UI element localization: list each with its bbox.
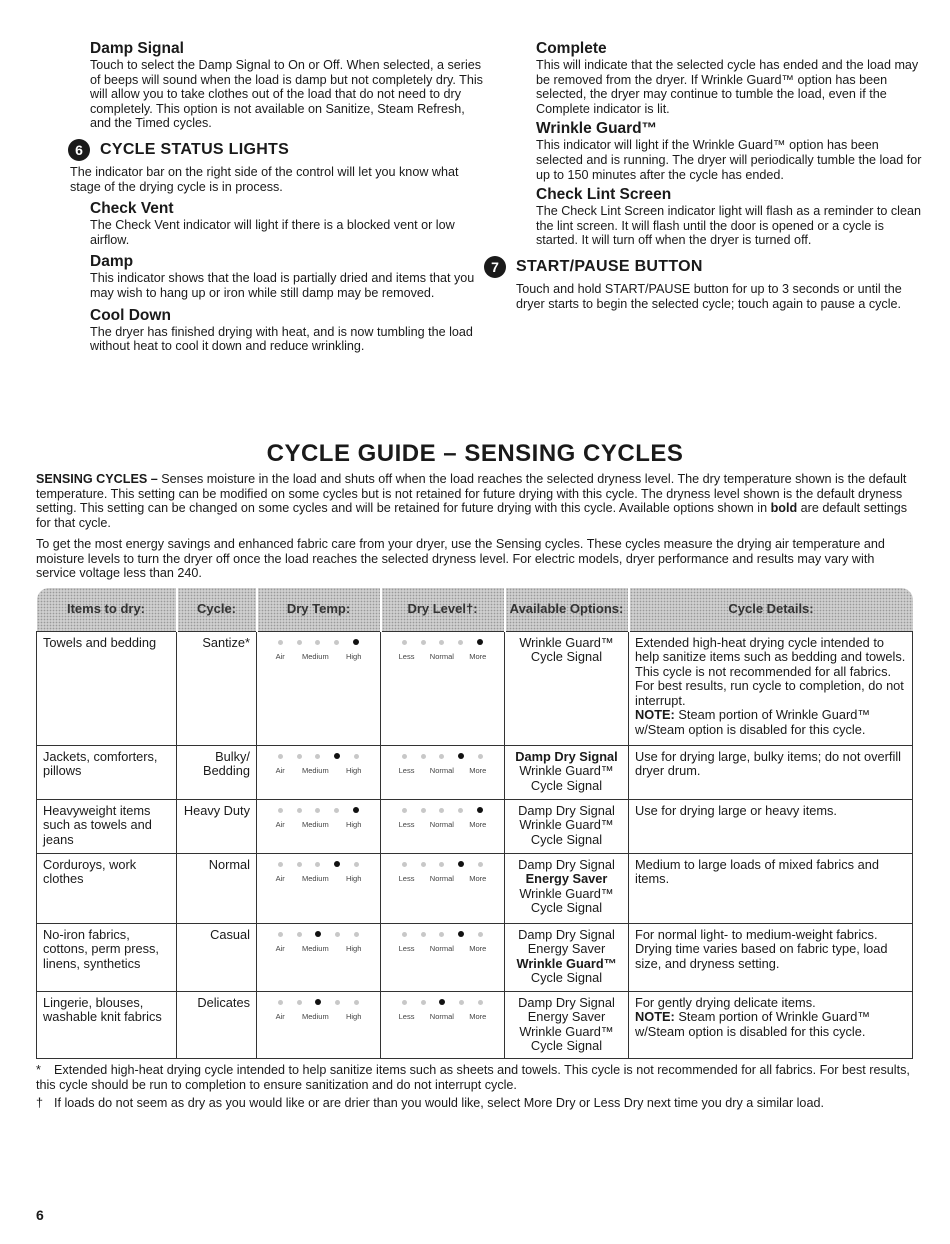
scale-label: More	[469, 943, 487, 953]
table-body	[37, 631, 913, 1058]
level-dot	[354, 754, 359, 759]
cycle-name: Normal	[208, 856, 250, 872]
level-dot	[459, 1000, 464, 1005]
details-text: For gently drying delicate items.	[635, 994, 816, 1010]
start-pause-heading	[484, 256, 924, 278]
selected-level-dot	[439, 999, 445, 1005]
table-row	[37, 853, 913, 923]
intro-text-2: are default settings for that cycle.	[36, 501, 908, 530]
scale-labels	[387, 764, 498, 779]
cycle-name: Delicates	[197, 994, 250, 1010]
scale-label: Air	[275, 943, 285, 953]
sensing-cycles-intro	[36, 472, 916, 530]
damp-signal-section	[90, 40, 488, 131]
scale-labels	[263, 818, 374, 833]
damp-signal-body: Touch to select the Damp Signal to On or Off. When selected, a series of beeps will sound when the load is damp but not completely dry. This will allow you to take clothes out of the load that do not need to dry completely. This option is not available on Sanitize, Steam Refresh, and the Timed cycles.	[90, 58, 483, 131]
option-item: Cycle Signal	[530, 777, 603, 793]
details-text: Use for drying large or heavy items.	[635, 802, 837, 818]
level-dot	[278, 640, 283, 645]
scale-label: Less	[398, 819, 415, 829]
damp-signal-title: Damp Signal	[90, 40, 184, 57]
table-row	[37, 799, 913, 853]
cycle-cell	[177, 631, 257, 745]
scale-label: More	[469, 873, 487, 883]
details-cell	[629, 631, 913, 745]
level-indicator	[263, 928, 374, 937]
level-dot	[421, 1000, 426, 1005]
check-vent-body: The Check Vent indicator will light if there is a blocked vent or low airflow.	[90, 218, 455, 247]
scale-label: Normal	[429, 819, 454, 829]
cycle-name: Santize*	[202, 634, 250, 650]
dry-temp-cell	[257, 799, 381, 853]
scale-label: Less	[398, 943, 415, 953]
scale-labels	[263, 764, 374, 779]
selected-level-dot	[315, 931, 321, 937]
items-cell	[37, 631, 177, 745]
selected-level-dot	[353, 807, 359, 813]
intro-bold-word: bold	[770, 501, 798, 516]
energy-savings-paragraph: To get the most energy savings and enhanced fabric care from your dryer, use the Sensing cycles. These cycles measure the drying air temperature and moisture levels to turn the dryer off once the load reaches the selected dryness level. For electric models, dryer performance and results may vary with service voltage less than 240.	[36, 537, 885, 581]
option-item: Cycle Signal	[530, 831, 603, 847]
cycle-cell	[177, 745, 257, 799]
cycle-status-heading	[68, 139, 488, 161]
cycle-guide-table	[36, 588, 913, 1059]
level-dot	[334, 640, 339, 645]
level-dot	[421, 932, 426, 937]
table-row	[37, 745, 913, 799]
options-cell	[505, 923, 629, 991]
level-dot	[421, 862, 426, 867]
level-indicator	[387, 750, 498, 759]
option-item: Damp Dry Signal	[518, 856, 615, 872]
selected-level-dot	[334, 753, 340, 759]
details-cell	[629, 853, 913, 923]
details-text: For normal light- to medium-weight fabrics. Drying time varies based on fabric type, load size, and dryness setting.	[635, 926, 888, 971]
start-pause-title: START/PAUSE BUTTON	[516, 257, 703, 275]
complete-title: Complete	[536, 40, 607, 57]
note-label: NOTE:	[635, 1009, 675, 1025]
items-cell	[37, 853, 177, 923]
header-dry-temp: Dry Temp:	[257, 588, 381, 631]
check-vent-title: Check Vent	[90, 200, 174, 218]
scale-label: Normal	[429, 943, 454, 953]
level-indicator	[263, 996, 374, 1005]
level-dot	[458, 808, 463, 813]
scale-label: High	[345, 1011, 362, 1021]
table-row	[37, 631, 913, 745]
scale-label: More	[469, 1011, 487, 1021]
level-dot	[297, 932, 302, 937]
details-cell	[629, 745, 913, 799]
selected-level-dot	[334, 861, 340, 867]
footnote-mark: †	[36, 1096, 44, 1110]
items-cell	[37, 991, 177, 1058]
scale-labels	[387, 872, 498, 887]
option-item: Cycle Signal	[530, 1038, 603, 1054]
scale-labels	[263, 872, 374, 887]
level-dot	[421, 808, 426, 813]
level-dot	[297, 1000, 302, 1005]
level-dot	[478, 932, 483, 937]
level-dot	[458, 640, 463, 645]
items-text: Jackets, comforters, pillows	[43, 748, 158, 779]
scale-label: Normal	[429, 873, 454, 883]
option-item: Wrinkle Guard™	[519, 763, 614, 779]
level-dot	[421, 640, 426, 645]
scale-labels	[263, 1010, 374, 1025]
level-dot	[334, 808, 339, 813]
header-details: Cycle Details:	[629, 588, 913, 631]
level-dot	[278, 1000, 283, 1005]
scale-label: Air	[275, 1011, 285, 1021]
header-items: Items to dry:	[37, 588, 177, 631]
scale-label: More	[469, 765, 487, 775]
level-dot	[297, 754, 302, 759]
sensing-cycles-lead: SENSING CYCLES –	[36, 472, 158, 486]
scale-label: Medium	[302, 873, 329, 883]
check-lint-section	[536, 186, 924, 248]
dry-temp-cell	[257, 923, 381, 991]
footnote-mark: *	[36, 1063, 41, 1077]
damp-body: This indicator shows that the load is partially dried and items that you may wish to hang up or iron while still damp may be removed.	[90, 271, 475, 300]
option-item: Wrinkle Guard™	[519, 634, 614, 650]
level-indicator	[263, 636, 374, 645]
level-dot	[402, 932, 407, 937]
level-dot	[439, 862, 444, 867]
level-dot	[402, 640, 407, 645]
options-cell	[505, 799, 629, 853]
scale-label: Less	[398, 1011, 415, 1021]
wrinkle-guard-body: This indicator will light if the Wrinkle Guard™ option has been selected and is running. The dryer will periodically tumble the load for up to 150 minutes after the cycle has ended.	[536, 138, 922, 182]
header-options: Available Options:	[505, 588, 629, 631]
cool-down-body: The dryer has finished drying with heat, and is now tumbling the load without heat to cool it down and reduce wrinkling.	[90, 324, 473, 354]
level-dot	[421, 754, 426, 759]
details-cell	[629, 799, 913, 853]
section-number-badge: 7	[484, 256, 506, 278]
scale-labels	[387, 1010, 498, 1025]
section-number-badge: 6	[68, 139, 90, 161]
level-dot	[297, 862, 302, 867]
level-dot	[478, 1000, 483, 1005]
level-dot	[278, 808, 283, 813]
start-pause-body: Touch and hold START/PAUSE button for up to 3 seconds or until the dryer starts to begin the selected cycle; touch again to pause a cycle.	[516, 281, 902, 311]
items-text: Corduroys, work clothes	[43, 856, 137, 887]
footnote-sanitize	[36, 1063, 916, 1092]
intro-text-1: Senses moisture in the load and shuts off when the load reaches the selected dryness level. The dry temperature shown is the default temperature. This setting can be modified on some cycles but is not retained for future drying with this cycle. The dryness level shown is the default dryness setting. This setting can be changed on some cycles and will be retained for future drying with this cycle. Available options shown in	[36, 472, 907, 516]
scale-label: Normal	[429, 765, 454, 775]
option-item: Wrinkle Guard™	[516, 955, 617, 971]
option-item: Damp Dry Signal	[518, 926, 615, 942]
option-item: Wrinkle Guard™	[519, 817, 614, 833]
level-dot	[402, 808, 407, 813]
selected-level-dot	[315, 999, 321, 1005]
header-dry-level: Dry Level†:	[381, 588, 505, 631]
scale-label: Medium	[302, 943, 329, 953]
cycle-status-title: CYCLE STATUS LIGHTS	[100, 140, 290, 158]
level-dot	[315, 862, 320, 867]
option-item: Energy Saver	[527, 1009, 606, 1025]
scale-label: More	[469, 651, 487, 661]
cool-down-title: Cool Down	[90, 306, 171, 324]
option-item: Wrinkle Guard™	[519, 885, 614, 901]
cycle-cell	[177, 799, 257, 853]
scale-labels	[387, 650, 498, 665]
cycle-guide-title: CYCLE GUIDE – SENSING CYCLES	[266, 440, 684, 467]
scale-label: Medium	[302, 651, 329, 661]
items-cell	[37, 799, 177, 853]
cycle-cell	[177, 991, 257, 1058]
scale-labels	[387, 942, 498, 957]
level-dot	[439, 808, 444, 813]
scale-label: Medium	[302, 819, 329, 829]
option-item: Energy Saver	[525, 871, 608, 887]
dry-level-cell	[381, 745, 505, 799]
scale-labels	[387, 818, 498, 833]
level-dot	[335, 932, 340, 937]
check-lint-body: The Check Lint Screen indicator light will flash as a reminder to clean the lint screen. It will flash until the door is opened or a cycle is started. It will turn off when the dryer is turned off.	[536, 204, 921, 248]
details-text: Medium to large loads of mixed fabrics and items.	[635, 856, 879, 887]
selected-level-dot	[477, 807, 483, 813]
level-dot	[278, 754, 283, 759]
table-row	[37, 991, 913, 1058]
footnote-text: If loads do not seem as dry as you would like or are drier than you would like, select More Dry or Less Dry next time you dry a similar load.	[54, 1096, 824, 1110]
scale-label: High	[345, 873, 362, 883]
dry-level-cell	[381, 631, 505, 745]
level-dot	[315, 754, 320, 759]
level-dot	[278, 932, 283, 937]
complete-section	[536, 40, 924, 116]
level-indicator	[387, 804, 498, 813]
left-column	[68, 36, 488, 354]
footnote-dry-level	[36, 1096, 916, 1111]
items-cell	[37, 745, 177, 799]
level-dot	[278, 862, 283, 867]
damp-section	[90, 253, 488, 300]
items-text: Lingerie, blouses, washable knit fabrics	[43, 994, 162, 1025]
cycle-name: Casual	[210, 926, 250, 942]
note-text: Steam portion of Wrinkle Guard™ w/Steam option is disabled for this cycle.	[635, 1009, 871, 1039]
items-cell	[37, 923, 177, 991]
damp-title: Damp	[90, 253, 134, 271]
cycle-name: Heavy Duty	[183, 802, 250, 818]
check-vent-section	[90, 200, 488, 247]
complete-body: This will indicate that the selected cycle has ended and the load may be removed from the dryer. If Wrinkle Guard™ option has been selected, the dryer may continue to tumble the load, even if the Complete indicator is lit.	[536, 58, 919, 116]
options-cell	[505, 991, 629, 1058]
scale-label: High	[345, 819, 362, 829]
selected-level-dot	[458, 861, 464, 867]
selected-level-dot	[477, 639, 483, 645]
level-indicator	[387, 636, 498, 645]
scale-labels	[263, 942, 374, 957]
details-text: Use for drying large, bulky items; do not overfill dryer drum.	[635, 748, 902, 779]
level-dot	[478, 754, 483, 759]
header-cycle: Cycle:	[177, 588, 257, 631]
scale-label: High	[345, 943, 362, 953]
cycle-cell	[177, 853, 257, 923]
level-dot	[297, 808, 302, 813]
wrinkle-guard-title: Wrinkle Guard™	[536, 120, 658, 138]
scale-label: Air	[275, 765, 285, 775]
selected-level-dot	[458, 931, 464, 937]
table-header-row	[37, 588, 913, 631]
option-item: Damp Dry Signal	[518, 994, 615, 1010]
options-cell	[505, 853, 629, 923]
dry-level-cell	[381, 923, 505, 991]
level-indicator	[263, 750, 374, 759]
level-dot	[335, 1000, 340, 1005]
cycle-name: Bulky/ Bedding	[203, 748, 250, 779]
level-dot	[402, 754, 407, 759]
check-lint-title: Check Lint Screen	[536, 186, 672, 204]
details-cell	[629, 991, 913, 1058]
level-dot	[354, 1000, 359, 1005]
scale-label: Air	[275, 651, 285, 661]
level-dot	[315, 808, 320, 813]
cool-down-section	[90, 307, 488, 354]
level-dot	[354, 932, 359, 937]
dry-temp-cell	[257, 631, 381, 745]
scale-label: Medium	[302, 765, 329, 775]
level-dot	[439, 754, 444, 759]
selected-level-dot	[353, 639, 359, 645]
level-dot	[478, 862, 483, 867]
cycle-cell	[177, 923, 257, 991]
items-text: Towels and bedding	[43, 634, 157, 650]
note-label: NOTE:	[635, 707, 675, 723]
scale-labels	[263, 650, 374, 665]
level-dot	[402, 1000, 407, 1005]
level-indicator	[387, 858, 498, 867]
level-dot	[315, 640, 320, 645]
level-dot	[354, 862, 359, 867]
scale-label: Less	[398, 651, 415, 661]
option-item: Wrinkle Guard™	[519, 1023, 614, 1039]
scale-label: Normal	[429, 651, 454, 661]
level-dot	[297, 640, 302, 645]
dry-level-cell	[381, 853, 505, 923]
items-text: Heavyweight items such as towels and jeans	[43, 802, 152, 847]
right-column	[484, 36, 924, 311]
scale-label: Normal	[429, 1011, 454, 1021]
scale-label: More	[469, 819, 487, 829]
level-indicator	[263, 804, 374, 813]
option-item: Cycle Signal	[530, 649, 603, 665]
dry-temp-cell	[257, 991, 381, 1058]
scale-label: Air	[275, 819, 285, 829]
option-item: Damp Dry Signal	[518, 802, 615, 818]
level-dot	[402, 862, 407, 867]
option-item: Damp Dry Signal	[515, 748, 618, 764]
table-row	[37, 923, 913, 991]
selected-level-dot	[458, 753, 464, 759]
scale-label: High	[345, 651, 362, 661]
scale-label: Medium	[302, 1011, 329, 1021]
details-text: Extended high-heat drying cycle intended to help sanitize items such as bedding and towels. This cycle is not recommended for all fabrics. For best results, run cycle to completion, do not interrupt.	[635, 634, 906, 708]
option-item: Cycle Signal	[530, 970, 603, 986]
note-text: Steam portion of Wrinkle Guard™ w/Steam option is disabled for this cycle.	[635, 707, 871, 738]
scale-label: Less	[398, 873, 415, 883]
dry-level-cell	[381, 991, 505, 1058]
option-item: Energy Saver	[527, 941, 606, 957]
level-indicator	[263, 858, 374, 867]
level-dot	[439, 640, 444, 645]
option-item: Cycle Signal	[530, 900, 603, 916]
scale-label: High	[345, 765, 362, 775]
scale-label: Air	[275, 873, 285, 883]
wrinkle-guard-section	[536, 120, 924, 182]
details-cell	[629, 923, 913, 991]
footnote-text: Extended high-heat drying cycle intended to help sanitize items such as sheets and towels. This cycle is not recommended for all fabrics. For best results, this cycle should be run to completion to ensure sanitization and do not interrupt cycle.	[36, 1063, 910, 1092]
level-indicator	[387, 996, 498, 1005]
page-number: 6	[36, 1207, 44, 1223]
cycle-status-body: The indicator bar on the right side of the control will let you know what stage of the drying cycle is in process.	[70, 164, 459, 194]
level-dot	[439, 932, 444, 937]
level-indicator	[387, 928, 498, 937]
dry-level-cell	[381, 799, 505, 853]
options-cell	[505, 745, 629, 799]
dry-temp-cell	[257, 745, 381, 799]
dry-temp-cell	[257, 853, 381, 923]
options-cell	[505, 631, 629, 745]
scale-label: Less	[398, 765, 415, 775]
items-text: No-iron fabrics, cottons, perm press, linens, synthetics	[43, 926, 159, 971]
